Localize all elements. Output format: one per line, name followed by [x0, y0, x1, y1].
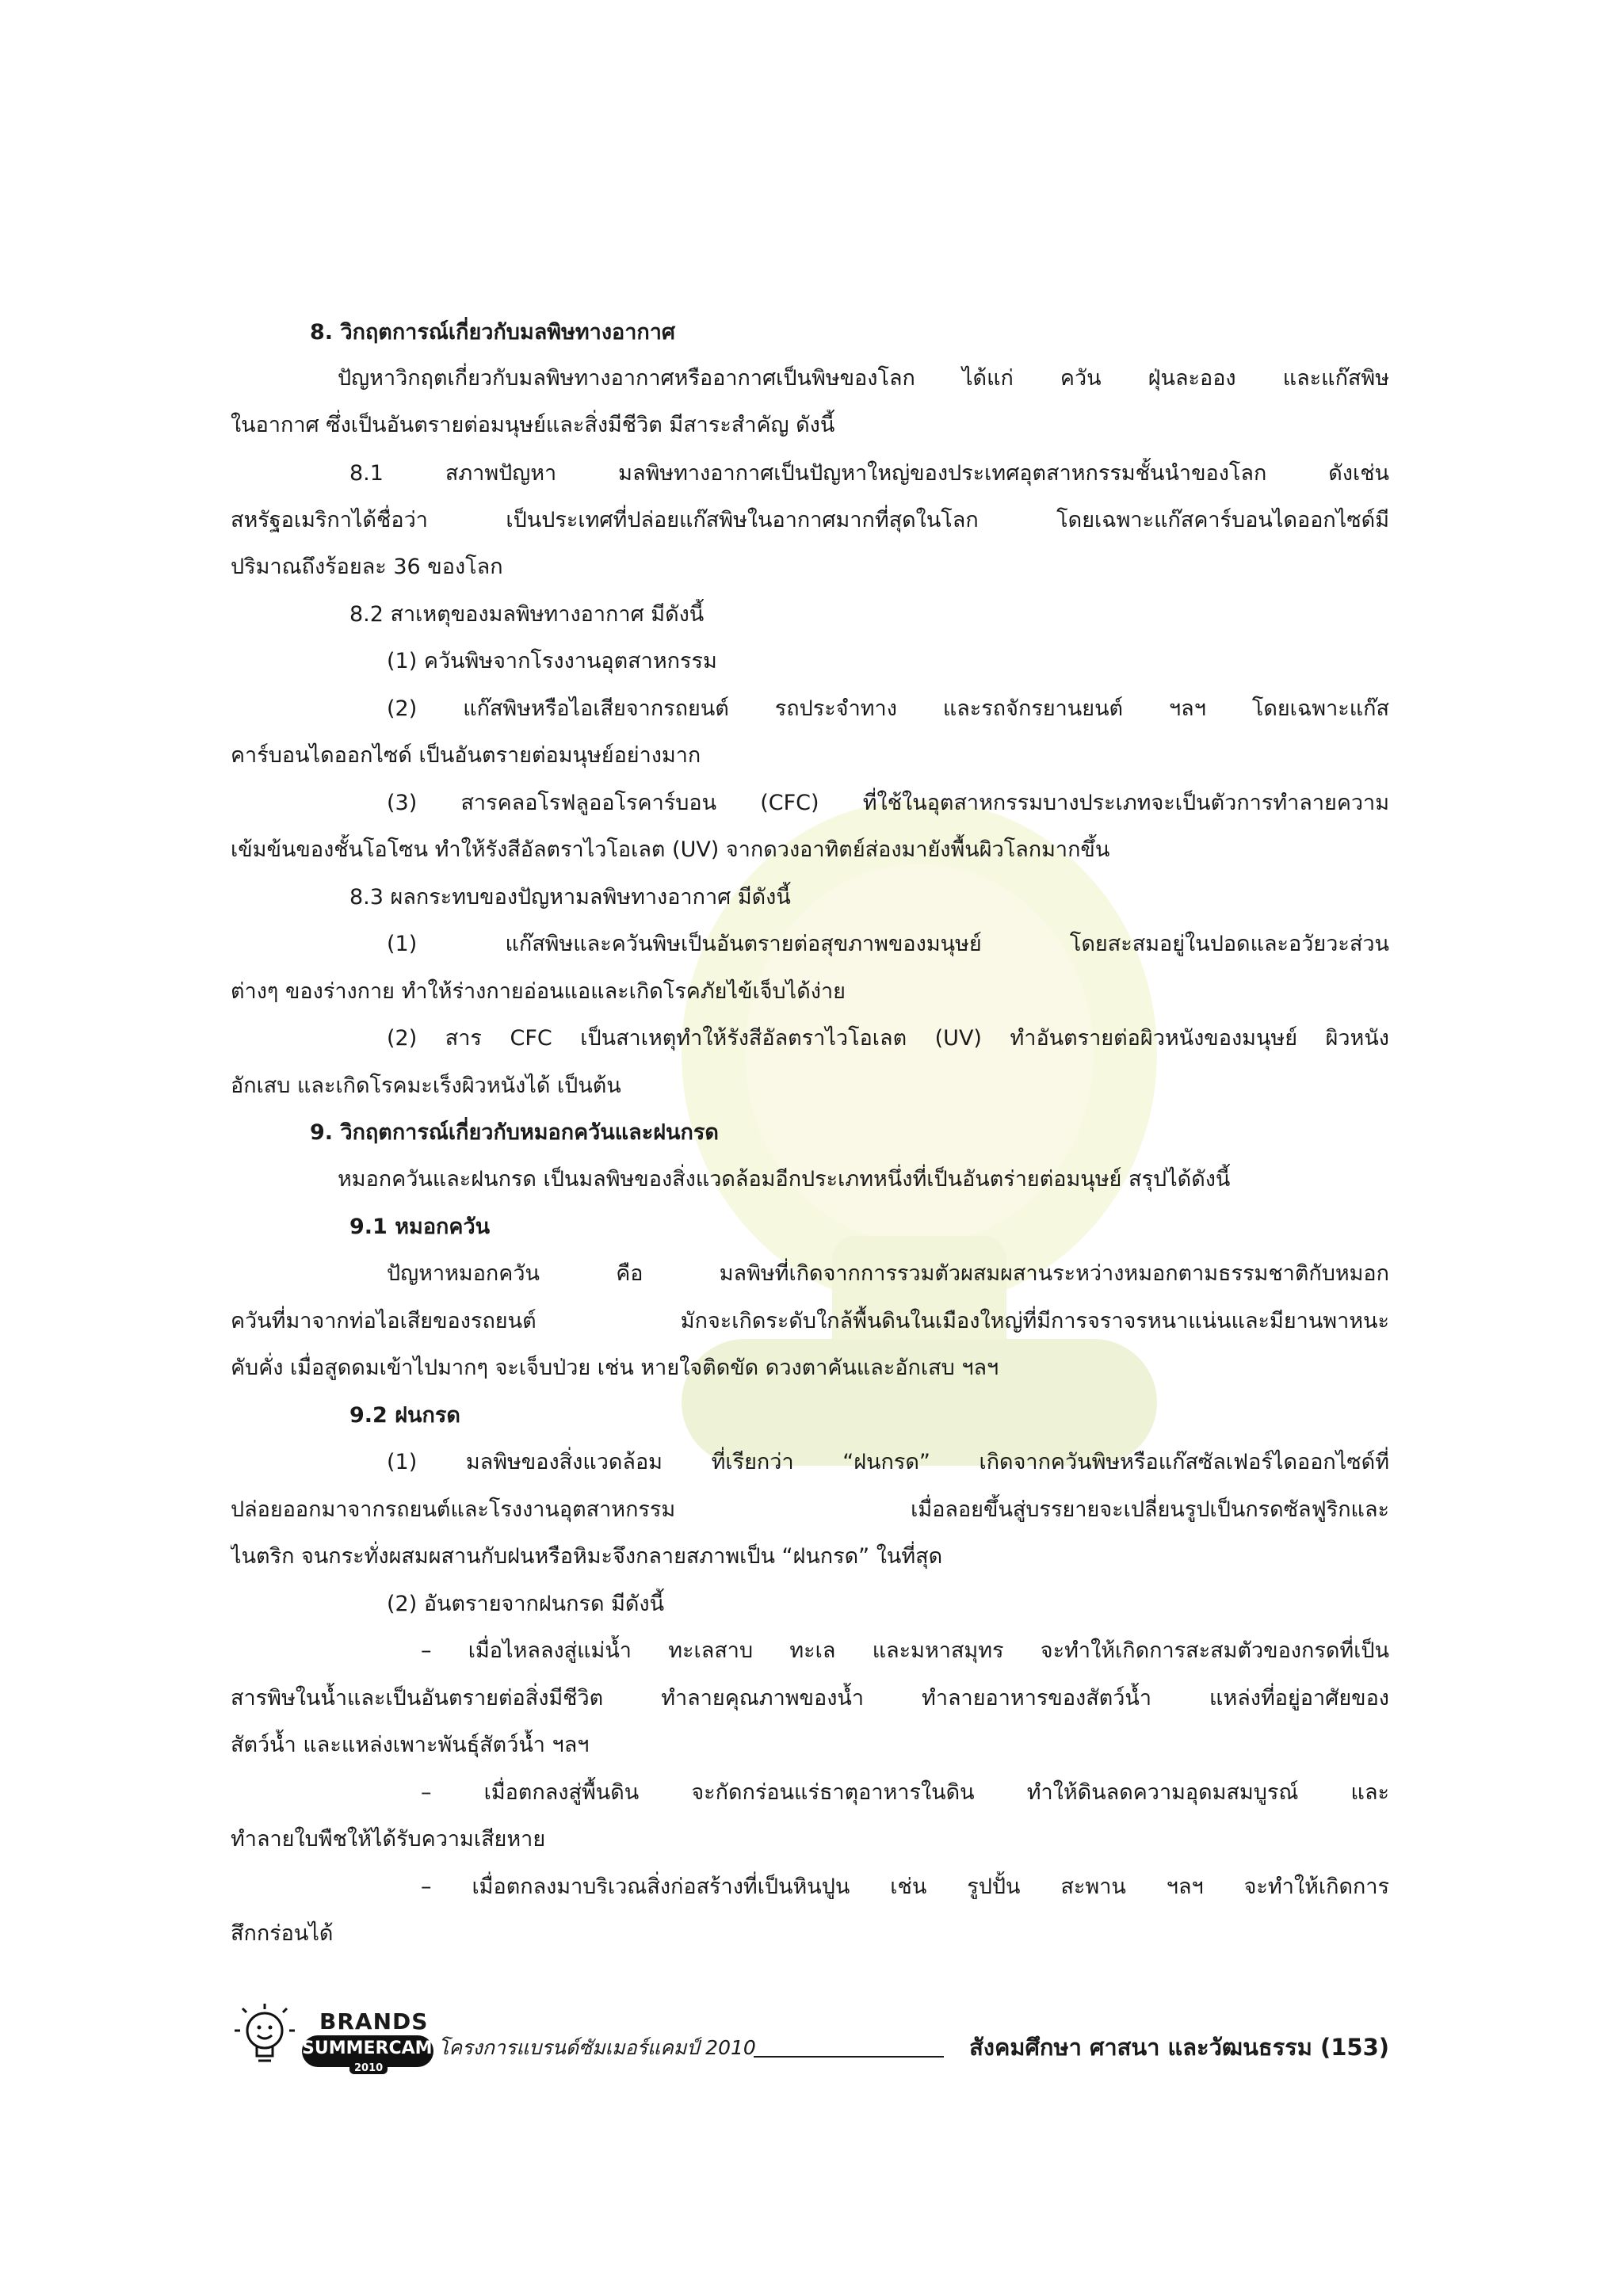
paragraph-line: (2) แก๊สพิษหรือไอเสียจากรถยนต์ รถประจำทาง และรถจักรยานยนต์ ฯลฯ โดยเฉพาะแก๊ส — [387, 696, 1389, 721]
section-9-2-heading: 9.2 ฝนกรด — [349, 1403, 460, 1428]
paragraph-line: – เมื่อตกลงมาบริเวณสิ่งก่อสร้างที่เป็นหินปูน เช่น รูปปั้น สะพาน ฯลฯ จะทำให้เกิดการ — [421, 1875, 1389, 1899]
lightbulb-icon — [231, 2000, 299, 2072]
brand-logo-text: BRANDS — [319, 2008, 429, 2035]
paragraph-line: – เมื่อไหลลงสู่แม่น้ำ ทะเลสาบ ทะเล และมหาสมุทร จะทำให้เกิดการสะสมตัวของกรดที่เป็น — [421, 1638, 1389, 1663]
paragraph-line: – เมื่อตกลงสู่พื้นดิน จะกัดกร่อนแร่ธาตุอาหารในดิน ทำให้ดินลดความอุดมสมบูรณ์ และ — [421, 1780, 1389, 1805]
section-9-heading: 9. วิกฤตการณ์เกี่ยวกับหมอกควันและฝนกรด — [310, 1120, 719, 1145]
section-9-1-heading: 9.1 หมอกควัน — [349, 1215, 491, 1239]
paragraph-line: คับคั่ง เมื่อสูดดมเข้าไปมากๆ จะเจ็บป่วย เช่น หายใจติดขัด ดวงตาคันและอักเสบ ฯลฯ — [231, 1356, 999, 1380]
project-name: โครงการแบรนด์ซัมเมอร์แคมป์ 2010 — [438, 2036, 756, 2059]
subject-page-number: สังคมศึกษา ศาสนา และวัฒนธรรม (153) — [969, 2034, 1389, 2061]
paragraph-line: ปัญหาวิกฤตเกี่ยวกับมลพิษทางอากาศหรืออากาศเป็นพิษของโลก ได้แก่ ควัน ฝุ่นละออง และแก๊สพิษ — [338, 366, 1389, 391]
paragraph-line: (1) แก๊สพิษและควันพิษเป็นอันตรายต่อสุขภาพของมนุษย์ โดยสะสมอยู่ในปอดและอวัยวะส่วน — [387, 932, 1389, 956]
paragraph-line: เข้มข้นของชั้นโอโซน ทำให้รังสีอัลตราไวโอเลต (UV) จากดวงอาทิตย์ส่องมายังพื้นผิวโลกมากขึ้น — [231, 837, 1110, 862]
paragraph-line: หมอกควันและฝนกรด เป็นมลพิษของสิ่งแวดล้อมอีกประเภทหนึ่งที่เป็นอันตร่ายต่อมนุษย์ สรุปได้ดังนี้ — [338, 1167, 1231, 1192]
paragraph-line: ควันที่มาจากท่อไอเสียของรถยนต์ มักจะเกิดระดับใกล้พื้นดินในเมืองใหญ่ที่มีการจราจรหนาแน่นและมียานพาหนะ — [231, 1309, 1389, 1333]
paragraph-line: ต่างๆ ของร่างกาย ทำให้ร่างกายอ่อนแอและเกิดโรคภัยไข้เจ็บได้ง่าย — [231, 979, 846, 1004]
paragraph-line: ทำลายใบพืชให้ได้รับความเสียหาย — [231, 1827, 546, 1852]
summercamp-logo: SUMMERCAMP — [302, 2035, 433, 2067]
paragraph-line: คาร์บอนไดออกไซด์ เป็นอันตรายต่อมนุษย์อย่างมาก — [231, 743, 701, 768]
section-8-heading: 8. วิกฤตการณ์เกี่ยวกับมลพิษทางอากาศ — [310, 320, 676, 345]
paragraph-line: ในอากาศ ซึ่งเป็นอันตรายต่อมนุษย์และสิ่งมีชีวิต มีสาระสำคัญ ดังนี้ — [231, 413, 835, 437]
paragraph-line: (2) อันตรายจากฝนกรด มีดังนี้ — [387, 1592, 665, 1616]
paragraph-line: ปัญหาหมอกควัน คือ มลพิษที่เกิดจากการรวมตัวผสมผสานระหว่างหมอกตามธรรมชาติกับหมอก — [387, 1261, 1389, 1286]
paragraph-line: ปล่อยออกมาจากรถยนต์และโรงงานอุตสาหกรรม เมื่อลอยขึ้นสู่บรรยายจะเปลี่ยนรูปเป็นกรดซัลฟูริกและ — [231, 1497, 1389, 1522]
paragraph-line: สึกกร่อนได้ — [231, 1921, 334, 1946]
paragraph-line: 8.2 สาเหตุของมลพิษทางอากาศ มีดังนี้ — [349, 602, 705, 627]
logo-year: 2010 — [349, 2062, 388, 2074]
paragraph-line: 8.3 ผลกระทบของปัญหามลพิษทางอากาศ มีดังนี้ — [349, 885, 791, 910]
paragraph-line: (1) มลพิษของสิ่งแวดล้อม ที่เรียกว่า “ฝนกรด” เกิดจากควันพิษหรือแก๊สซัลเฟอร์ไดออกไซด์ที่ — [387, 1450, 1389, 1474]
paragraph-line: 8.1 สภาพปัญหา มลพิษทางอากาศเป็นปัญหาใหญ่ของประเทศอุตสาหกรรมชั้นนำของโลก ดังเช่น — [349, 461, 1389, 486]
paragraph-line: สหรัฐอเมริกาได้ชื่อว่า เป็นประเทศที่ปล่อยแก๊สพิษในอากาศมากที่สุดในโลก โดยเฉพาะแก๊สคาร์บอนไดออกไซด์มี — [231, 508, 1389, 532]
paragraph-line: สารพิษในน้ำและเป็นอันตรายต่อสิ่งมีชีวิต ทำลายคุณภาพของน้ำ ทำลายอาหารของสัตว์น้ำ แหล่งที่อยู่อาศัยของ — [231, 1686, 1389, 1711]
paragraph-line: ไนตริก จนกระทั่งผสมผสานกับฝนหรือหิมะจึงกลายสภาพเป็น “ฝนกรด” ในที่สุด — [231, 1544, 943, 1569]
paragraph-line: สัตว์น้ำ และแหล่งเพาะพันธุ์สัตว์น้ำ ฯลฯ — [231, 1733, 590, 1757]
paragraph-line: อักเสบ และเกิดโรคมะเร็งผิวหนังได้ เป็นต้น — [231, 1074, 621, 1098]
paragraph-line: (2) สาร CFC เป็นสาเหตุทำให้รังสีอัลตราไวโอเลต (UV) ทำอันตรายต่อผิวหนังของมนุษย์ ผิวหนัง — [387, 1026, 1389, 1051]
paragraph-line: (3) สารคลอโรฟลูออโรคาร์บอน (CFC) ที่ใช้ในอุตสาหกรรมบางประเภทจะเป็นตัวการทำลายความ — [387, 791, 1389, 815]
paragraph-line: ปริมาณถึงร้อยละ 36 ของโลก — [231, 555, 503, 579]
page-footer — [231, 2000, 1389, 2072]
paragraph-line: (1) ควันพิษจากโรงงานอุตสาหกรรม — [387, 649, 717, 673]
footer-divider — [754, 2056, 944, 2058]
